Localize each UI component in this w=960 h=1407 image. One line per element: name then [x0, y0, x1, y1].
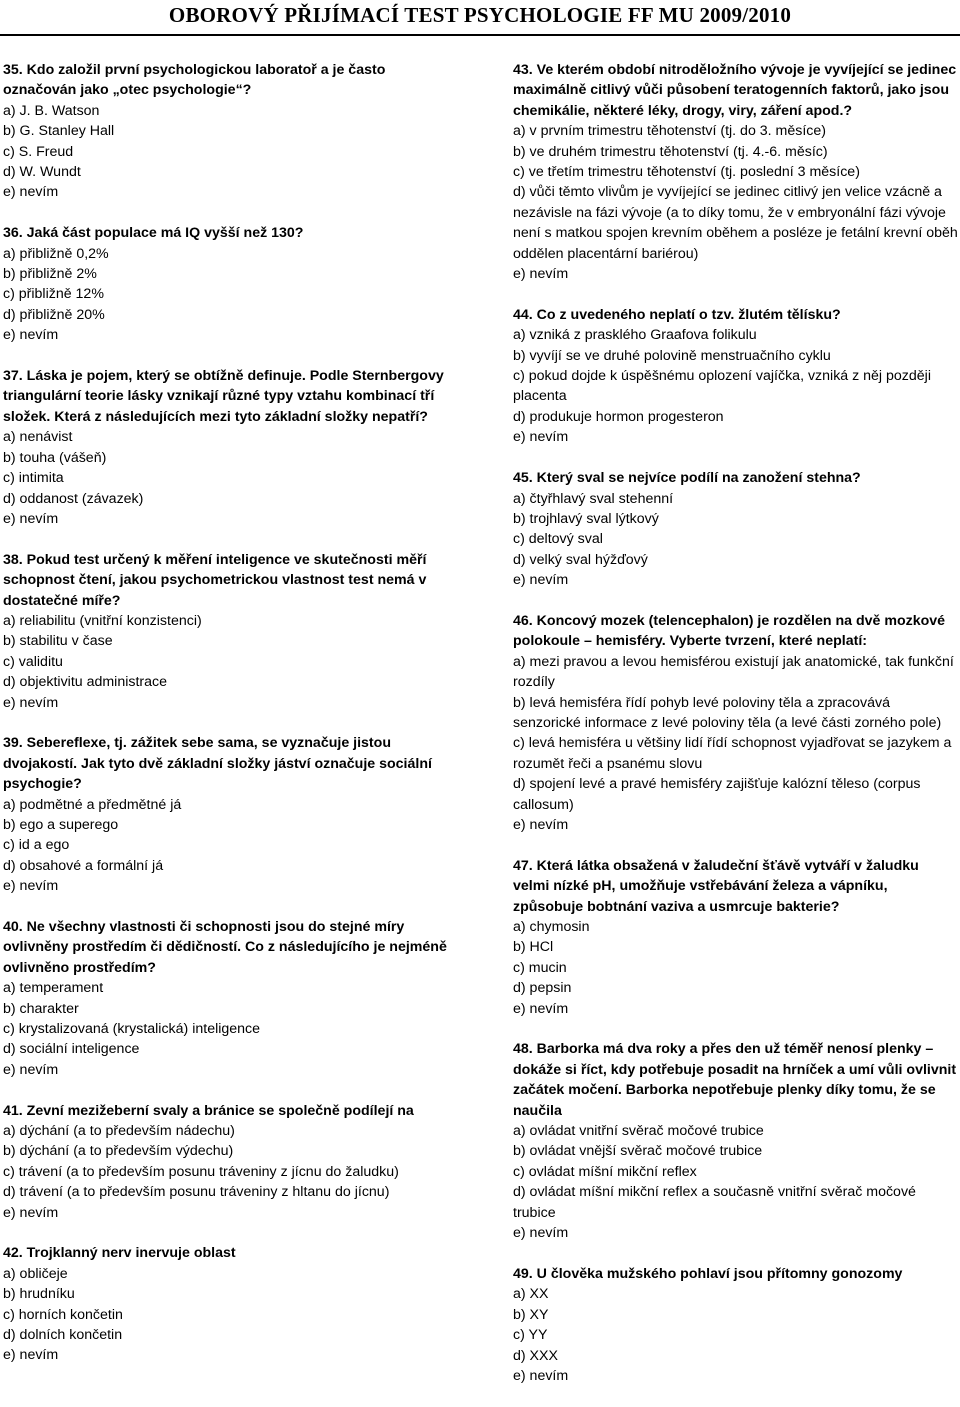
question-block	[3, 550, 451, 713]
question-block	[3, 60, 451, 203]
answer-option: a) ovládat vnitřní svěrač močové trubice	[513, 1123, 764, 1140]
answer-option: e) nevím	[513, 572, 569, 589]
answer-option: a) vzniká z prasklého Graafova folikulu	[513, 327, 757, 344]
answer-option: b) vyvíjí se ve druhé polovině menstruačního cyklu	[513, 347, 831, 364]
answer-option: d) sociální inteligence	[3, 1041, 140, 1058]
answer-option: d) velký sval hýžďový	[513, 551, 648, 568]
answer-option: e) nevím	[513, 816, 569, 833]
answer-option: d) přibližně 20%	[3, 306, 105, 323]
question-block	[513, 1039, 958, 1243]
answer-option: e) nevím	[513, 1000, 569, 1017]
header-rule	[0, 34, 960, 36]
answer-option: c) ve třetím trimestru těhotenství (tj. poslední 3 měsíce)	[513, 164, 860, 181]
question-block	[3, 1101, 451, 1223]
answer-option: b) charakter	[3, 1000, 79, 1017]
right-column	[513, 60, 958, 1407]
question-block	[513, 60, 958, 284]
answer-option: a) reliabilitu (vnitřní konzistenci)	[3, 612, 202, 629]
answer-option: a) temperament	[3, 980, 104, 997]
answer-option: a) dýchání (a to především nádechu)	[3, 1123, 235, 1140]
answer-option: c) YY	[513, 1327, 548, 1344]
question-text: 39. Sebereflexe, tj. zážitek sebe sama, se vyznačuje jistou dvojakostí. Jak tyto dvě základní složky jáství označuje sociální psychogie?	[3, 735, 432, 793]
question-text: 41. Zevní mezižeberní svaly a bránice se společně podílejí na	[3, 1102, 414, 1119]
answer-option: b) levá hemisféra řídí pohyb levé poloviny těla a zpracovává senzorické informace z levé poloviny těla (a levé části zorného pole)	[513, 694, 942, 731]
answer-option: d) spojení levé a pravé hemisféry zajišťuje kalózní těleso (corpus callosum)	[513, 776, 921, 813]
answer-option: d) obsahové a formální já	[3, 857, 164, 874]
answer-option: d) W. Wundt	[3, 164, 81, 181]
question-text: 43. Ve kterém období nitroděložního vývoje je vyvíjející se jedinec maximálně citlivý vůči působení teratogenních faktorů, jako jsou chemikálie, některé léky, drogy, viry, záření apod.?	[513, 62, 957, 119]
question-text: 49. U člověka mužského pohlaví jsou přítomny gonozomy	[513, 1265, 903, 1282]
answer-option: e) nevím	[513, 1225, 569, 1242]
answer-option: b) ve druhém trimestru těhotenství (tj. 4.-6. měsíc)	[513, 143, 828, 160]
answer-option: b) hrudníku	[3, 1286, 75, 1303]
answer-option: e) nevím	[3, 1204, 59, 1221]
question-block	[3, 223, 451, 345]
answer-option: b) trojhlavý sval lýtkový	[513, 510, 659, 527]
answer-option: d) pepsin	[513, 980, 572, 997]
question-text: 37. Láska je pojem, který se obtížně definuje. Podle Sternbergovy triangulární teorie lásky vznikají různé typy vztahu kombinací tří složek. Která z následujících mezi tyto základní složky nepatří?	[3, 368, 444, 425]
answer-option: a) XX	[513, 1286, 549, 1303]
answer-option: d) XXX	[513, 1347, 558, 1364]
answer-option: c) mucin	[513, 959, 567, 976]
answer-option: b) XY	[513, 1306, 549, 1323]
left-column	[3, 60, 451, 1386]
question-text: 46. Koncový mozek (telencephalon) je rozdělen na dvě mozkové polokoule – hemisféry. Vyberte tvrzení, které neplatí:	[513, 612, 946, 650]
answer-option: e) nevím	[3, 510, 59, 527]
answer-option: d) vůči těmto vlivům je vyvíjející se jedinec citlivý jen velice vzácně a nezávisle na fázi vývoje (a to díky tomu, že v embryonální fázi vývoje není s matkou spojen krevním oběhem a posléze je fetální krevní oběh oddělen placentární bariérou)	[513, 184, 958, 262]
question-block	[513, 611, 958, 835]
answer-option: e) nevím	[513, 266, 569, 283]
question-block	[3, 917, 451, 1080]
answer-option: b) stabilitu v čase	[3, 633, 113, 650]
answer-option: a) podmětné a předmětné já	[3, 796, 182, 813]
answer-option: a) mezi pravou a levou hemisférou existují jak anatomické, tak funkční rozdíly	[513, 653, 954, 691]
answer-option: d) objektivitu administrace	[3, 674, 168, 691]
page-header: OBOROVÝ PŘIJÍMACÍ TEST PSYCHOLOGIE FF MU 2009/2010	[168, 3, 792, 27]
answer-option: c) krystalizovaná (krystalická) inteligence	[3, 1021, 261, 1038]
answer-option: c) intimita	[3, 470, 64, 487]
answer-option: c) trávení (a to především posunu tráveniny z jícnu do žaludku)	[3, 1163, 399, 1180]
answer-option: c) id a ego	[3, 837, 70, 854]
answer-option: c) horních končetin	[3, 1306, 123, 1323]
question-text: 44. Co z uvedeného neplatí o tzv. žlutém tělísku?	[513, 306, 841, 323]
answer-option: e) nevím	[513, 429, 569, 446]
answer-option: c) levá hemisféra u většiny lidí řídí schopnost vyjadřovat se jazykem a rozumět řeči a psanému slovu	[513, 735, 952, 772]
answer-option: d) trávení (a to především posunu tráveniny z hltanu do jícnu)	[3, 1184, 390, 1201]
answer-option: d) oddanost (závazek)	[3, 490, 144, 507]
answer-option: e) nevím	[3, 1347, 59, 1364]
question-block	[513, 468, 958, 590]
answer-option: e) nevím	[513, 1367, 569, 1384]
answer-option: a) nenávist	[3, 429, 73, 446]
answer-option: c) validitu	[3, 653, 63, 670]
answer-option: c) pokud dojde k úspěšnému oplození vajíčka, vzniká z něj později placenta	[513, 368, 931, 405]
question-block	[3, 366, 451, 529]
answer-option: a) v prvním trimestru těhotenství (tj. do 3. měsíce)	[513, 123, 827, 140]
answer-option: b) ovládat vnější svěrač močové trubice	[513, 1143, 763, 1160]
question-text: 47. Která látka obsažená v žaludeční šťávě vytváří v žaludku velmi nízké pH, umožňuje vstřebávání železa a vápníku, způsobuje bobtnání vaziva a usmrcuje bakterie?	[513, 857, 919, 915]
answer-option: b) přibližně 2%	[3, 266, 97, 283]
answer-option: b) HCl	[513, 939, 554, 956]
answer-option: c) ovládat míšní mikční reflex	[513, 1163, 697, 1180]
answer-option: e) nevím	[3, 184, 59, 201]
question-block	[3, 733, 451, 896]
answer-option: c) deltový sval	[513, 531, 603, 548]
answer-option: c) přibližně 12%	[3, 286, 104, 303]
answer-option: b) touha (vášeň)	[3, 449, 107, 466]
answer-option: d) ovládat míšní mikční reflex a současně vnitřní svěrač močové trubice	[513, 1184, 916, 1221]
answer-option: a) obličeje	[3, 1265, 68, 1282]
answer-option: b) ego a superego	[3, 816, 119, 833]
question-text: 42. Trojklanný nerv inervuje oblast	[3, 1245, 236, 1262]
answer-option: e) nevím	[3, 327, 59, 344]
answer-option: e) nevím	[3, 878, 59, 895]
answer-option: a) chymosin	[513, 919, 590, 935]
question-text: 38. Pokud test určený k měření inteligence ve skutečnosti měří schopnost čtení, jakou psychometrickou vlastnost test nemá v dostatečné míře?	[3, 551, 427, 609]
question-text: 48. Barborka má dva roky a přes den už téměř nenosí plenky – dokáže si říct, kdy potřebuje posadit na hrníček a umí vůli ovlivnit začátek močení. Barborka nepotřebuje plenky díky tomu, že se naučila	[513, 1041, 957, 1119]
answer-option: d) produkuje hormon progesteron	[513, 408, 724, 425]
question-text: 45. Který sval se nejvíce podílí na zanožení stehna?	[513, 470, 861, 487]
answer-option: e) nevím	[3, 694, 59, 711]
question-block	[3, 1243, 451, 1365]
answer-option: b) dýchání (a to především výdechu)	[3, 1143, 234, 1160]
question-block	[513, 856, 958, 1019]
question-text: 35. Kdo založil první psychologickou laboratoř a je často označován jako „otec psychologie“?	[3, 62, 386, 99]
question-block	[513, 305, 958, 448]
question-block	[513, 1264, 958, 1386]
answer-option: b) G. Stanley Hall	[3, 123, 115, 140]
answer-option: d) dolních končetin	[3, 1327, 123, 1344]
answer-option: e) nevím	[3, 1061, 59, 1078]
answer-option: a) J. B. Watson	[3, 102, 100, 119]
answer-option: a) přibližně 0,2%	[3, 245, 109, 262]
answer-option: c) S. Freud	[3, 143, 74, 160]
answer-option: a) čtyřhlavý sval stehenní	[513, 490, 674, 507]
question-text: 40. Ne všechny vlastnosti či schopnosti jsou do stejné míry ovlivněny prostředím či dědičností. Co z následujícího je nejméně ovlivněno prostředím?	[3, 918, 447, 976]
question-text: 36. Jaká část populace má IQ vyšší než 130?	[3, 225, 304, 242]
